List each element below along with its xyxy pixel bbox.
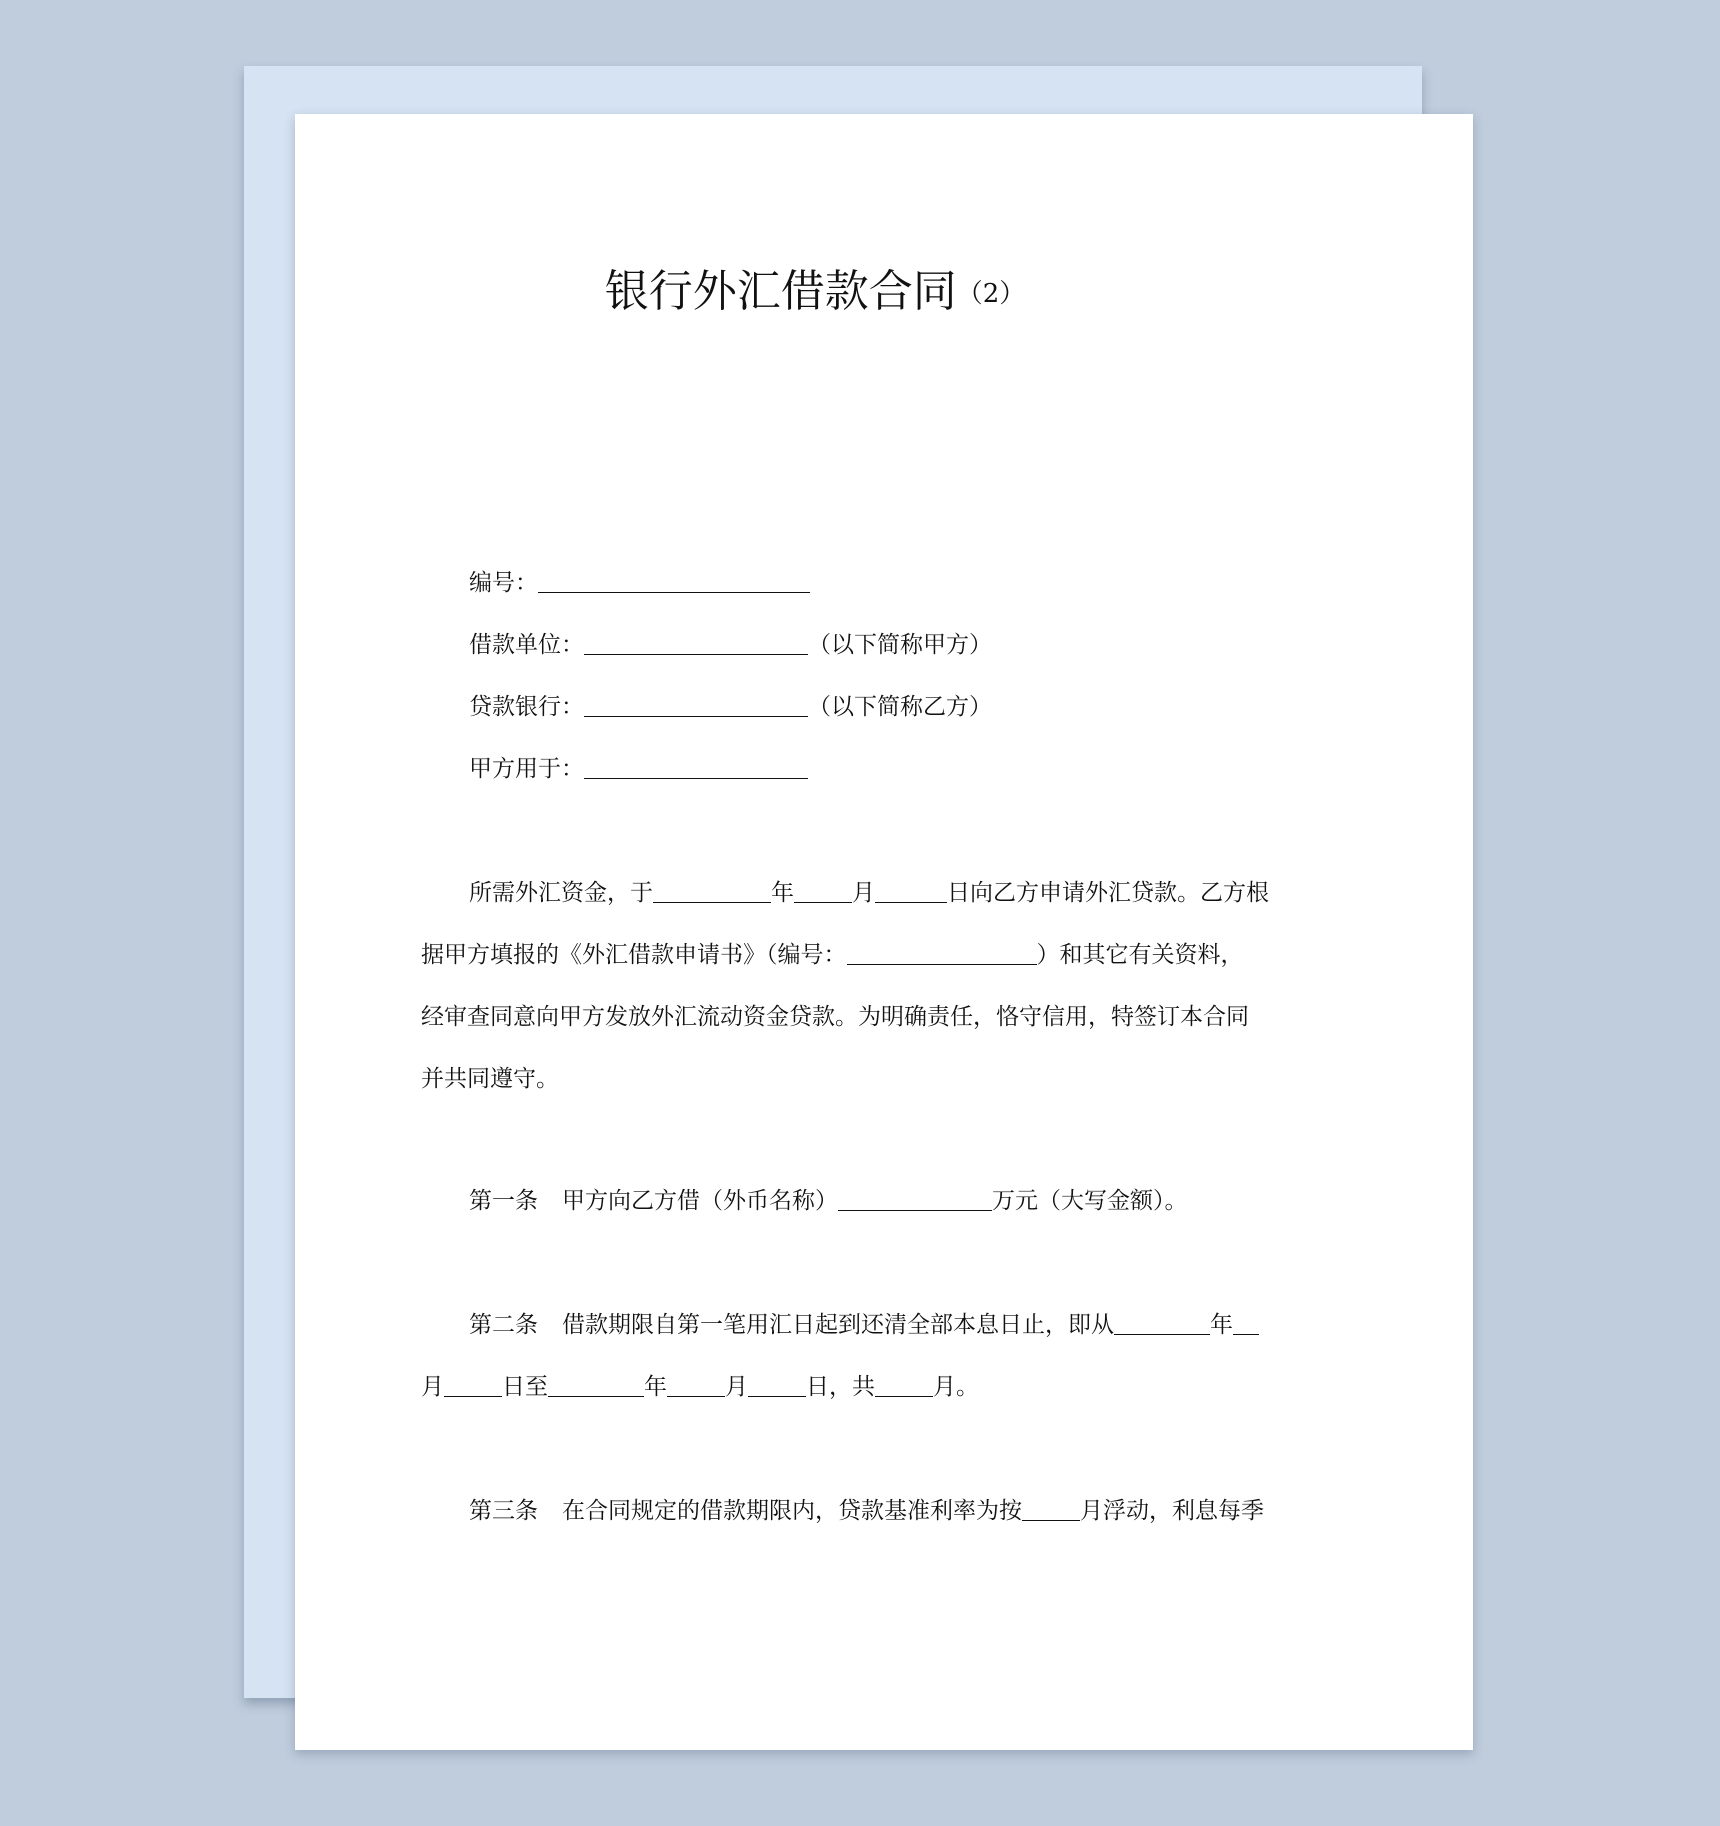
- article-2-text: 月。: [933, 1374, 979, 1400]
- field-number-label: 编号：: [469, 570, 538, 596]
- rate-month-blank: [1022, 1519, 1080, 1521]
- term-end-month-blank: [667, 1395, 725, 1397]
- intro-month-blank: [794, 901, 852, 903]
- intro-text: ）和其它有关资料，: [1036, 942, 1244, 968]
- intro-text: 日向乙方申请外汇贷款。乙方根: [947, 880, 1269, 906]
- document-title: [295, 266, 1335, 317]
- term-end-day-blank: [748, 1395, 806, 1397]
- term-start-day-blank: [444, 1395, 502, 1397]
- document-page: [295, 114, 1473, 1750]
- field-borrower-blank: [584, 653, 808, 655]
- field-number-blank: [538, 591, 810, 593]
- term-start-year-label: 年: [1210, 1312, 1233, 1338]
- article-3-text: 月浮动，利息每季: [1080, 1498, 1264, 1524]
- term-start-year-blank: [1114, 1333, 1210, 1335]
- article-2-line-1: [469, 1314, 1259, 1337]
- term-end-month-label: 月: [725, 1374, 748, 1400]
- article-3-text: 在合同规定的借款期限内，贷款基准利率为按: [562, 1498, 1022, 1524]
- article-3-label: 第三条: [469, 1498, 538, 1524]
- intro-text: 据甲方填报的《外汇借款申请书》（编号：: [421, 942, 847, 968]
- intro-year-label: 年: [771, 880, 794, 906]
- article-2-text: 借款期限自第一笔用汇日起到还清全部本息日止，即从: [562, 1312, 1114, 1338]
- currency-amount-blank: [838, 1209, 992, 1211]
- article-2-text: 日，共: [806, 1374, 875, 1400]
- title-text: 银行外汇借款合同: [604, 266, 957, 317]
- field-bank-note: （以下简称乙方）: [808, 694, 992, 720]
- field-number: [469, 572, 810, 595]
- article-3: [469, 1500, 1264, 1523]
- intro-day-blank: [875, 901, 947, 903]
- article-2-text: 日至: [502, 1374, 548, 1400]
- term-start-month-blank: [1233, 1333, 1259, 1335]
- intro-text: 所需外汇资金，于: [469, 880, 653, 906]
- title-suffix: （2）: [956, 279, 1026, 309]
- intro-text: 并共同遵守。: [421, 1066, 559, 1092]
- intro-line-2: [421, 944, 1244, 967]
- field-purpose-blank: [584, 777, 808, 779]
- field-borrower-label: 借款单位：: [469, 632, 584, 658]
- field-purpose: [469, 758, 808, 781]
- article-1-label: 第一条: [469, 1188, 538, 1214]
- intro-month-label: 月: [852, 880, 875, 906]
- term-end-year-blank: [548, 1395, 644, 1397]
- article-1-text: 甲方向乙方借（外币名称）: [562, 1188, 838, 1214]
- article-1-text: 万元（大写金额）。: [992, 1188, 1188, 1214]
- field-borrower-note: （以下简称甲方）: [808, 632, 992, 658]
- intro-text: 经审查同意向甲方发放外汇流动资金贷款。为明确责任，恪守信用，特签订本合同: [421, 1004, 1249, 1030]
- term-start-month-label: 月: [421, 1374, 444, 1400]
- term-end-year-label: 年: [644, 1374, 667, 1400]
- intro-year-blank: [653, 901, 771, 903]
- article-2-label: 第二条: [469, 1312, 538, 1338]
- article-2-line-2: [421, 1376, 979, 1399]
- intro-line-1: [469, 882, 1269, 905]
- intro-line-3: [421, 1006, 1249, 1029]
- term-months-blank: [875, 1395, 933, 1397]
- field-bank-blank: [584, 715, 808, 717]
- field-borrower: [469, 634, 992, 657]
- field-purpose-label: 甲方用于：: [469, 756, 584, 782]
- field-bank: [469, 696, 992, 719]
- field-bank-label: 贷款银行：: [469, 694, 584, 720]
- application-number-blank: [847, 963, 1037, 965]
- intro-line-4: [421, 1068, 559, 1091]
- article-1: [469, 1190, 1188, 1213]
